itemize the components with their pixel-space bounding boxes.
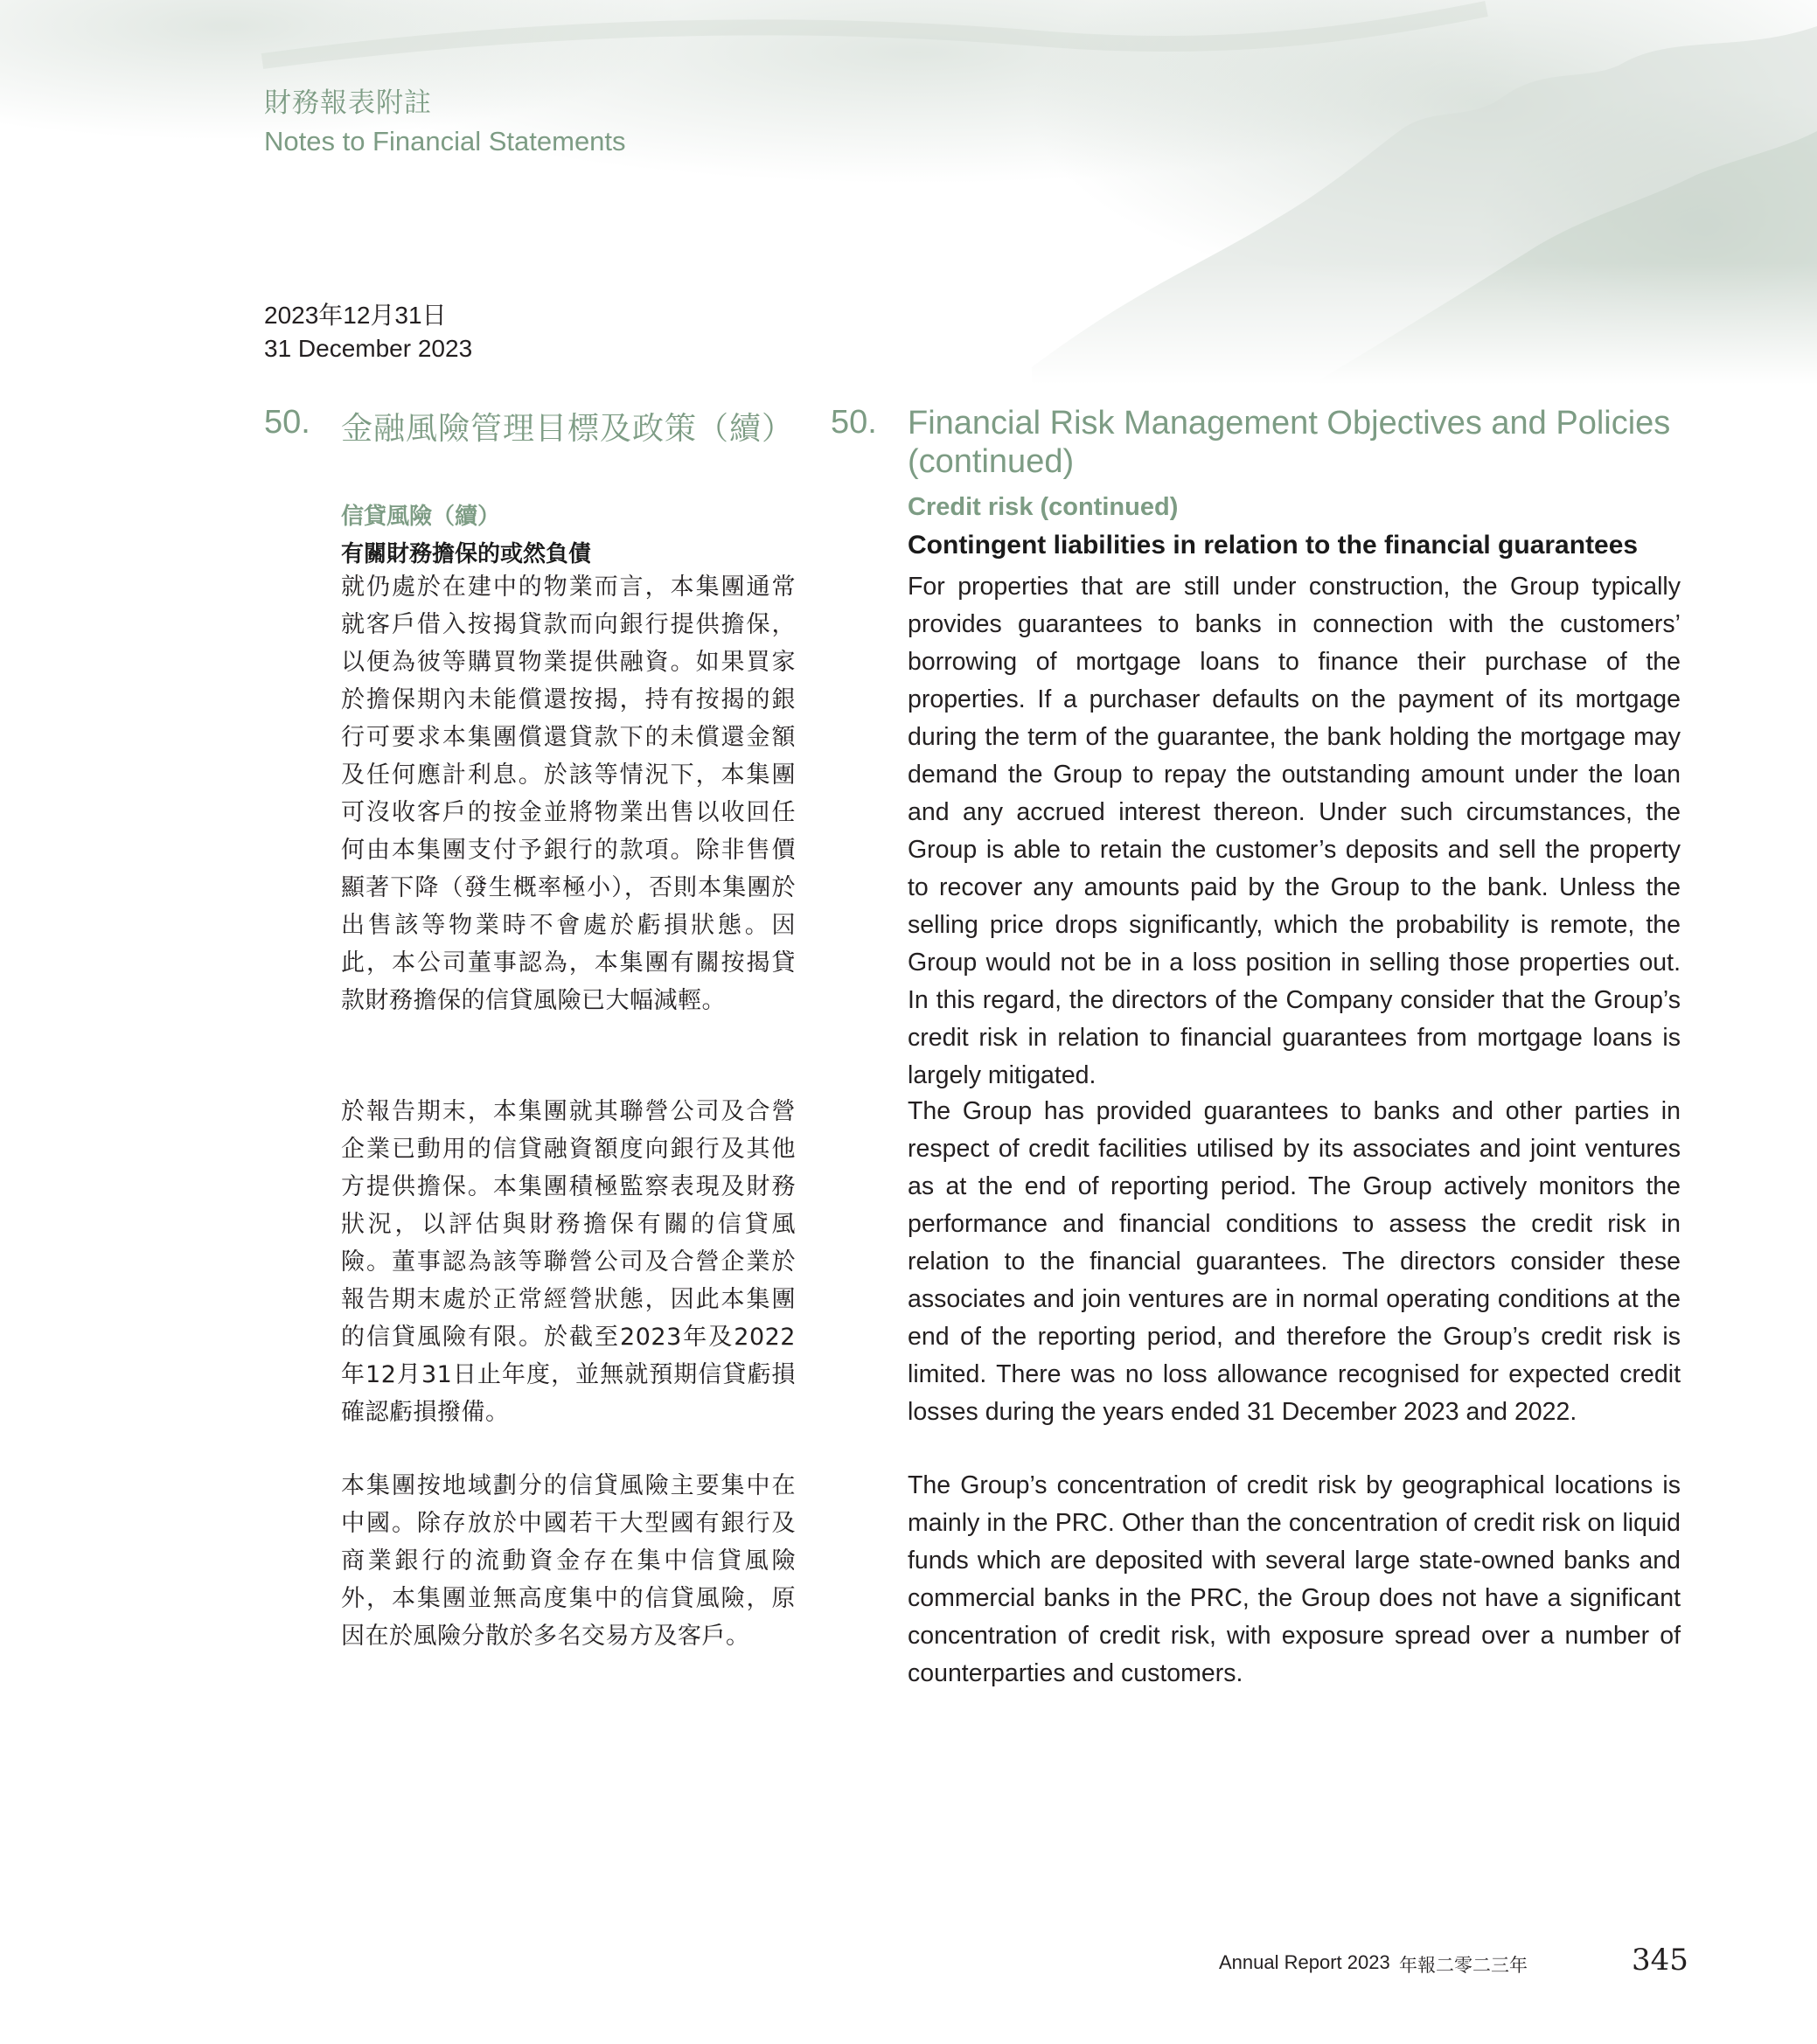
header-title-en: Notes to Financial Statements: [264, 126, 626, 156]
footer-report-en: Annual Report 2023: [1219, 1951, 1390, 1973]
page-number: 345: [1632, 1943, 1688, 1978]
zh-subheading-credit-risk: 信貸風險（續）: [341, 504, 501, 530]
en-paragraph-2: [908, 1093, 1681, 1431]
statement-date: [264, 299, 472, 365]
zh-paragraph-text: 本集團按地域劃分的信貸風險主要集中在中國。除存放於中國若干大型國有銀行及商業銀行的流動資金存在集中信貸風險外，本集團並無高度集中的信貸風險，原因在於風險分散於多名交易方及客戶。: [341, 1472, 796, 1650]
section-title-en: Financial Risk Management Objectives and Policies (continued): [908, 405, 1671, 480]
zh-paragraph-text: 於報告期末，本集團就其聯營公司及合營企業已動用的信貸融資額度向銀行及其他方提供擔保。本集團積極監察表現及財務狀況，以評估與財務擔保有關的信貸風險。董事認為該等聯營公司及合營企業於報告期末處於正常經營狀態，因此本集團的信貸風險有限。於截至2023年及2022年12月31日止年度，並無就預期信貸虧損確認虧損撥備。: [341, 1098, 796, 1426]
zh-paragraph-text: 就仍處於在建中的物業而言，本集團通常就客戶借入按揭貸款而向銀行提供擔保，以便為彼等購買物業提供融資。如果買家於擔保期內未能償還按揭，持有按揭的銀行可要求本集團償還貸款下的未償還金額及任何應計利息。於該等情況下，本集團可沒收客戶的按金並將物業出售以收回任何由本集團支付予銀行的款項。除非售價顯著下降（發生概率極小），否則本集團於出售該等物業時不會處於虧損狀態。因此，本公司董事認為，本集團有關按揭貸款財務擔保的信貸風險已大幅減輕。: [341, 574, 796, 1014]
header-title-zh: 財務報表附註: [264, 87, 432, 119]
section-number-en: 50.: [831, 404, 877, 441]
en-paragraph-3: [908, 1467, 1681, 1693]
date-en: 31 December 2023: [264, 335, 473, 362]
en-paragraph-1: [908, 568, 1681, 1095]
zh-paragraph-3: [341, 1467, 796, 1655]
zh-paragraph-2: [341, 1093, 796, 1431]
zh-subheading-contingent-liabilities: 有關財務擔保的或然負債: [341, 541, 592, 567]
en-paragraph-text: The Group has provided guarantees to banks and other parties in respect of credit facilities utilised by its associates and joint ventures as at the end of reporting period. The Group actively monitors the performance and financial conditions to assess the credit risk in relation to the financial guarantees. The directors consider these associates and join ventures are in normal operating conditions at the end of the reporting period, and therefore the Group’s credit risk is limited. There was no loss allowance recognised for expected credit losses during the years ended 31 December 2023 and 2022.: [908, 1097, 1681, 1426]
en-paragraph-text: The Group’s concentration of credit risk by geographical locations is mainly in the PRC. Other than the concentration of credit risk on liquid funds which are deposited with several large state-owned banks and commercial banks in the PRC, the Group does not have a significant concentration of credit risk, with exposure spread over a number of counterparties and customers.: [908, 1471, 1681, 1687]
en-subheading-contingent-liabilities: Contingent liabilities in relation to the financial guarantees: [908, 531, 1639, 560]
running-header: [264, 84, 626, 161]
date-zh: 2023年12月31日: [264, 302, 447, 329]
section-title-zh: 金融風險管理目標及政策（續）: [341, 411, 795, 447]
zh-paragraph-1: [341, 568, 796, 1019]
en-subheading-credit-risk: Credit risk (continued): [908, 493, 1179, 521]
footer-report-zh: 年報二零二三年: [1399, 1955, 1528, 1976]
en-paragraph-text: For properties that are still under construction, the Group typically provides guarantees to banks in connection with the customers’ borrowing of mortgage loans to finance their purchase of the properties. If a purchaser defaults on the payment of its mortgage during the term of the guarantee, the bank holding the mortgage may demand the Group to repay the outstanding amount under the loan and any accrued interest thereon. Under such circumstances, the Group is able to retain the customer’s deposits and sell the property to recover any amounts paid by the Group to the bank. Unless the selling price drops significantly, which the probability is remote, the Group would not be in a loss position in selling those properties out. In this regard, the directors of the Company consider that the Group’s credit risk in relation to financial guarantees from mortgage loans is largely mitigated.: [908, 573, 1681, 1089]
section-number-zh: 50.: [264, 404, 310, 441]
